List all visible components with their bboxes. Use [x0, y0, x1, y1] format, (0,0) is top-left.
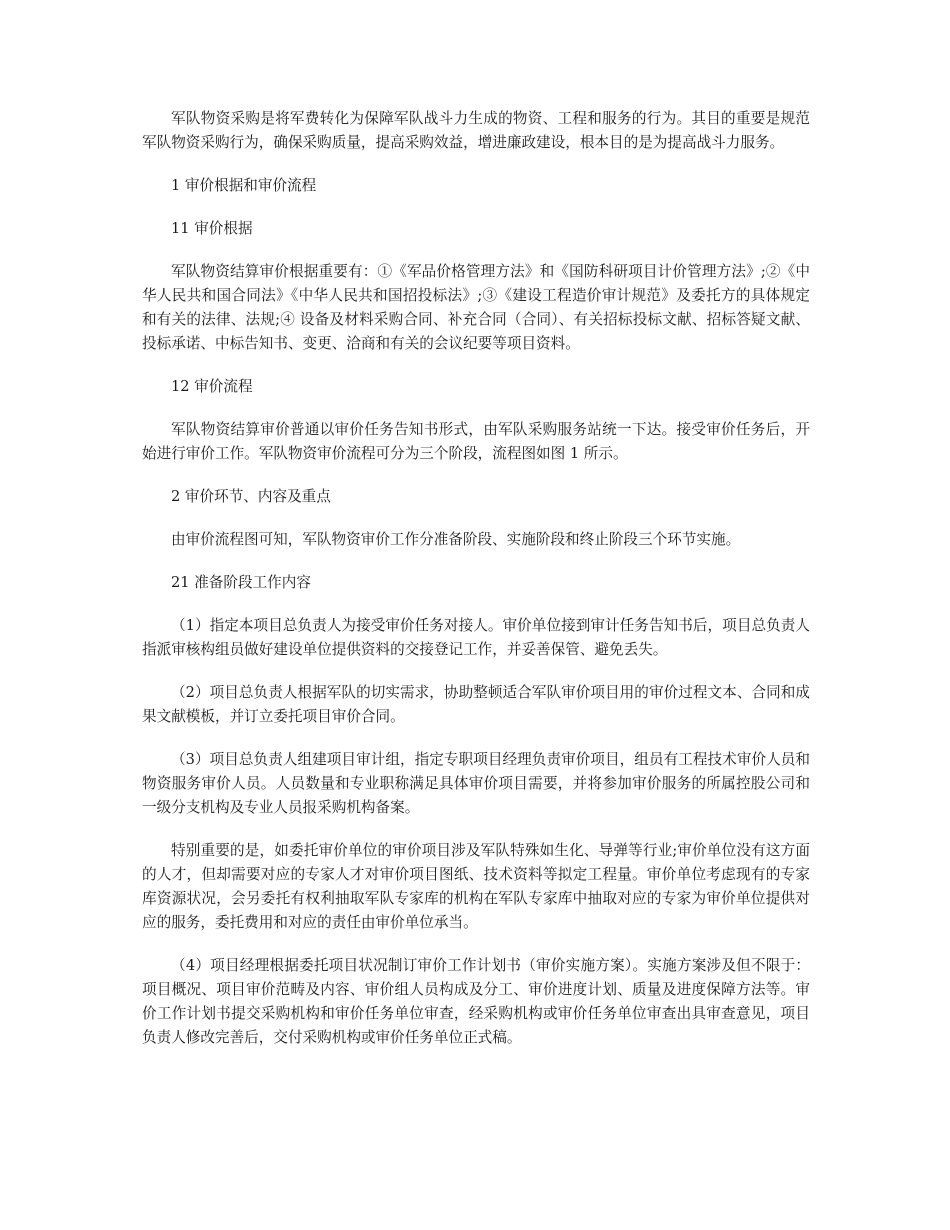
section-heading-2: 2 审价环节、内容及重点: [171, 488, 331, 505]
paragraph-step-2: （2）项目总负责人根据军队的切实需求，协助整顿适合军队审价项目用的审价过程文本、合同和成果文献模板，并订立委托项目审价合同。: [142, 684, 810, 725]
paragraph-basis: 军队物资结算审价根据重要有：①《军品价格管理方法》和《国防科研项目计价管理方法》;②《中华人民共和国合同法》《中华人民共和国招投标法》;③《建设工程造价审计规范》及委托方的具体规定和有关的法律、法规;④ 设备及材料采购合同、补充合同（合同）、有关招标投标文献、招标答疑文献、投标承诺、中标告知书、变更、洽商和有关的会议纪要等项目资料。: [142, 263, 810, 352]
paragraph-stages: 由审价流程图可知，军队物资审价工作分准备阶段、实施阶段和终止阶段三个环节实施。: [171, 531, 741, 548]
paragraph-special-note: 特别重要的是，如委托审价单位的审价项目涉及军队特殊如生化、导弹等行业;审价单位没有这方面的人才，但却需要对应的专家人才对审价项目图纸、技术资料等拟定工程量。审价单位考虑现有的专家库资源状况，会另委托有权利抽取军队专家库的机构在军队专家库中抽取对应的专家为审价单位提供对应的服务，委托费用和对应的责任由审价单位承当。: [142, 842, 810, 931]
section-heading-1: 1 审价根据和审价流程: [171, 177, 317, 194]
subsection-heading-1-2: 12 审价流程: [171, 378, 253, 395]
paragraph-intro: 军队物资采购是将军费转化为保障军队战斗力生成的物资、工程和服务的行为。其目的重要是规范军队物资采购行为，确保采购质量，提高采购效益，增进廉政建设，根本目的是为提高战斗力服务。: [142, 110, 810, 151]
paragraph-step-1: （1）指定本项目总负责人为接受审价任务对接人。审价单位接到审计任务告知书后，项目总负责人指派审核构组员做好建设单位提供资料的交接登记工作，并妥善保管、避免丢失。: [142, 617, 810, 658]
paragraph-step-3: （3）项目总负责人组建项目审计组，指定专职项目经理负责审价项目，组员有工程技术审价人员和物资服务审价人员。人员数量和专业职称满足具体审价项目需要，并将参加审价服务的所属控股公司和一级分支机构及专业人员报采购机构备案。: [142, 751, 810, 816]
subsection-heading-1-1: 11 审价根据: [171, 220, 253, 237]
document-body: [142, 107, 810, 1069]
paragraph-process: 军队物资结算审价普通以审价任务告知书形式，由军队采购服务站统一下达。接受审价任务后，开始进行审价工作。军队物资审价流程可分为三个阶段，流程图如图 1 所示。: [142, 421, 810, 462]
paragraph-step-4: （4）项目经理根据委托项目状况制订审价工作计划书（审价实施方案）。实施方案涉及但不限于：项目概况、项目审价范畴及内容、审价组人员构成及分工、审价进度计划、质量及进度保障方法等。审价工作计划书提交采购机构和审价任务单位审查，经采购机构或审价任务单位审查出具审查意见，项目负责人修改完善后，交付采购机构或审价任务单位正式稿。: [142, 957, 810, 1046]
subsection-heading-2-1: 21 准备阶段工作内容: [171, 574, 311, 591]
